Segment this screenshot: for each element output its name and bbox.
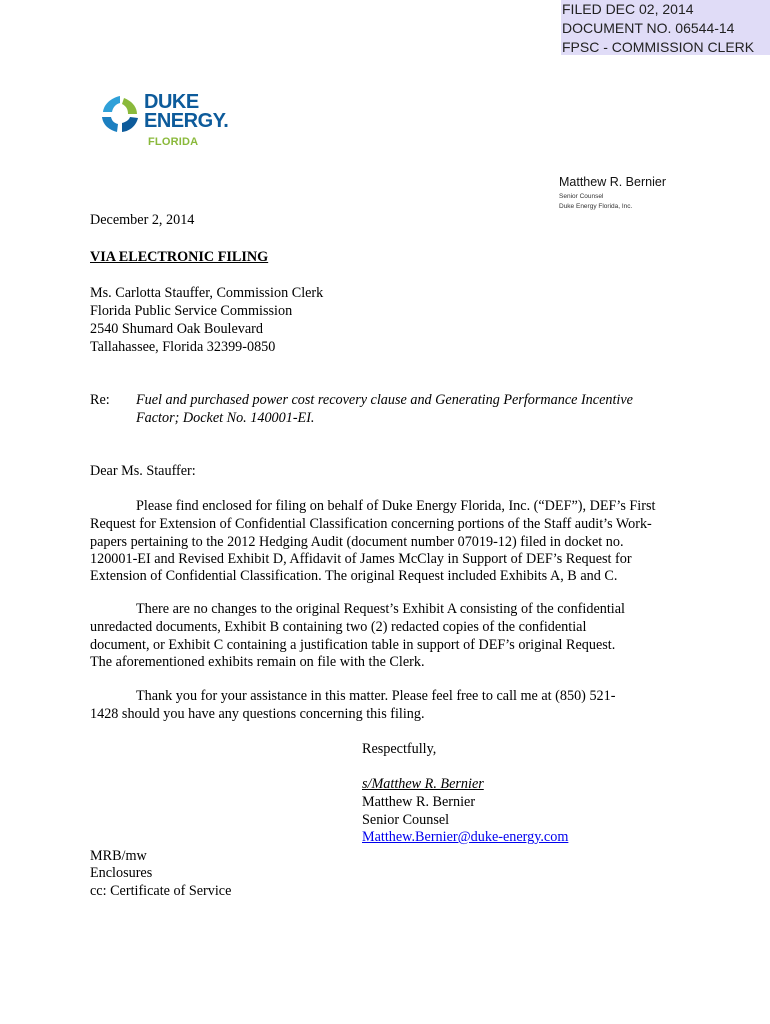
paragraph-line: The aforementioned exhibits remain on file with the Clerk. — [90, 654, 425, 670]
re-label: Re: — [90, 392, 110, 408]
signer-name: Matthew R. Bernier — [362, 794, 476, 810]
signer-email-link[interactable]: Matthew.Bernier@duke-energy.com — [362, 829, 569, 845]
paragraph-line: Thank you for your assistance in this matter. Please feel free to call me at (850) 521- — [136, 688, 616, 704]
paragraph-line: papers pertaining to the 2012 Hedging Audit (document number 07019-12) filed in docket no. — [90, 534, 624, 550]
re-subject-line-2: Factor; Docket No. 140001-EI. — [136, 410, 315, 426]
paragraph-line: unredacted documents, Exhibit B containing two (2) redacted copies of the confidential — [90, 619, 587, 635]
salutation: Dear Ms. Stauffer: — [90, 463, 196, 479]
sender-name: Matthew R. Bernier — [559, 175, 666, 189]
duke-energy-logo — [98, 92, 238, 154]
recipient-organization: Florida Public Service Commission — [90, 303, 293, 319]
duke-energy-logo-mark — [98, 92, 142, 136]
logo-word-energy: ENERGY. — [144, 110, 229, 132]
stamp-document-number: DOCUMENT NO. 06544-14 — [562, 20, 735, 36]
signer-title: Senior Counsel — [362, 812, 450, 828]
recipient-city: Tallahassee, Florida 32399-0850 — [90, 339, 276, 355]
valediction: Respectfully, — [362, 741, 437, 757]
sender-title: Senior Counsel — [559, 193, 604, 200]
paragraph-line: There are no changes to the original Request’s Exhibit A consisting of the confidential — [136, 601, 625, 617]
logo-region: FLORIDA — [148, 136, 199, 148]
paragraph-line: Please find enclosed for filing on behalf of Duke Energy Florida, Inc. (“DEF”), DEF’s First — [136, 498, 656, 514]
paragraph-line: 1428 should you have any questions concerning this filing. — [90, 706, 425, 722]
enclosures: Enclosures — [90, 865, 153, 881]
paragraph-line: Extension of Confidential Classification. The original Request included Exhibits A, B and C. — [90, 568, 618, 584]
cc-line: cc: Certificate of Service — [90, 883, 232, 899]
paragraph-line: document, or Exhibit C containing a justification table in support of DEF’s original Request. — [90, 637, 616, 653]
recipient-name: Ms. Carlotta Stauffer, Commission Clerk — [90, 285, 324, 301]
letter-date: December 2, 2014 — [90, 212, 195, 228]
initials: MRB/mw — [90, 848, 147, 864]
re-subject-line-1: Fuel and purchased power cost recovery clause and Generating Performance Incentive — [136, 392, 633, 408]
recipient-street: 2540 Shumard Oak Boulevard — [90, 321, 263, 337]
paragraph-line: 120001-EI and Revised Exhibit D, Affidavit of James McClay in Support of DEF’s Request for — [90, 551, 632, 567]
paragraph-line: Request for Extension of Confidential Classification concerning portions of the Staff audit’s Work- — [90, 516, 652, 532]
stamp-clerk: FPSC - COMMISSION CLERK — [562, 39, 755, 55]
delivery-method: VIA ELECTRONIC FILING — [90, 249, 269, 265]
electronic-signature: s/Matthew R. Bernier — [362, 776, 484, 792]
sender-company: Duke Energy Florida, Inc. — [559, 203, 633, 210]
logo-word-duke: DUKE — [144, 91, 199, 113]
sender-block — [559, 175, 666, 212]
stamp-filed-date: FILED DEC 02, 2014 — [562, 1, 694, 17]
filing-stamp — [561, 0, 770, 55]
